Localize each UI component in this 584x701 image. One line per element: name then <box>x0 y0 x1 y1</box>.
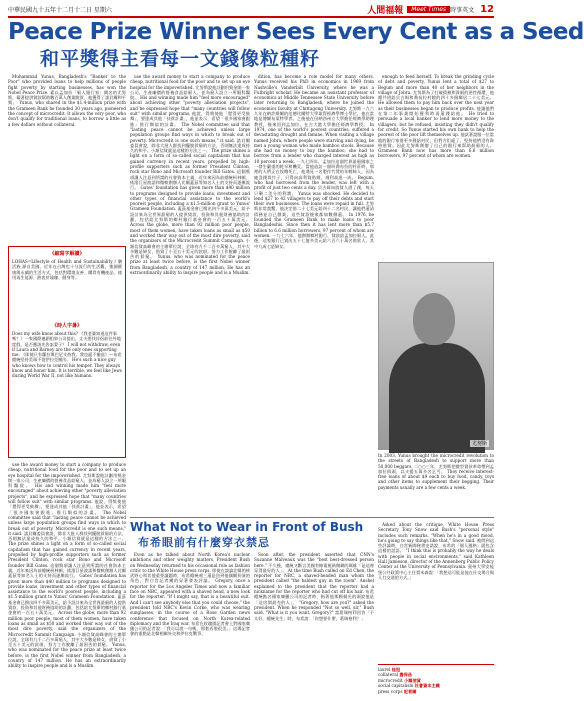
article2-subheadline: 布希眼前有什麼穿衣禁忌 <box>138 536 270 549</box>
vocabulary-list <box>378 664 494 698</box>
vocab-translation: 桂冠 <box>391 667 401 672</box>
vocab-term: social capitalism <box>378 683 414 689</box>
photo-figure-body <box>389 343 485 453</box>
article-column-4-continued <box>378 453 494 519</box>
sidebar-heading: 《縮寫字解讀》 <box>49 251 85 257</box>
vocab-term: microcredit <box>378 677 403 683</box>
column-text: Muhammad Yunus, Bangladesh's "Banker to the Poor" who provided loans to help millions of people fight poverty by starting businesses, has won the Nobel Peace Prize. 素以孟加拉「窮人銀行家」聞名的尤努斯，藉著提供貸款幫助數百萬人創業脫貧，他獲得了諾貝爾和平獎。 Yunus, who shared in the $1.4-million prize with the Grameen Bank he founded 30 years ago, pioneered the concept of microcredit. It allows the very poor, who don't qualify for traditional loans, to borrow a little as a few dollars without collateral. <box>8 74 126 127</box>
column-text: Soon after, the president asserted that CNN's Suzanne Malveaux was the "best best-dressed person here." 不久後，總統又斷言美國有線電視新聞網的瑪維「是這裡穿得最好的人」。 At the time Bush called on Ed Chen, the reporter for NBC, a shaved-headed man whom the president called "the baldest guy in the room". Anshel explained to the president that the reporter had a nickname for the reporter who had cut off his hair. 布希總統點名國家廣播公司的記者時，指著他那顆剃光的頭說他是「這房間最禿的人」。 "Gregory, how are you?" asked the president. When he responded "Not so well, sir," Bush said, "What is it you want, Gregory?" 當葛瑞格利回答「不太好，總統先生」時，布希說：「你想要什麼，葛瑞格利？」 <box>254 552 374 621</box>
portrait-photo <box>378 262 494 450</box>
newspaper-logo: 人間福報 <box>367 6 404 16</box>
page-header <box>8 3 494 16</box>
column-text: Asked about the critique, White House Press Secretary Tony Snow said Bush's "personal style" includes such remarks. "When he's in a good mood, he's going to say things like that," Snow said. 被問到這些評論時，白宮新聞秘書史諾說，布希的「個人風格」就包含這樣的話語。 "I think this is probably the way he deals with people in social environments," said Kathleen Hall Jamieson, director of the Annenberg Public Policy Center at the University of Pennsylvania. 賓州大學安能堡公共政策中心主任賈米森說：「我想這可能是他在社交場合與人打交道的方式。」 <box>378 522 494 580</box>
article-column-1 <box>8 74 126 244</box>
article-column-4 <box>378 74 494 259</box>
section-tag: Meet Times <box>407 6 450 13</box>
vocab-translation: 記者團 <box>403 688 417 694</box>
section-name: 時事英文 <box>450 7 475 14</box>
column-text: In 2003, Yunus brought the microcredit revolution to the streets of Bangladesh to support more than 50,000 beggars. 二○○三年，尤努斯把微型貸款革命帶到孟加拉街頭，以支援五萬多名乞丐。 They receive interest-free loans of about $9 each to buy food, candy, toys and other items to supplement their begging. Their payments usually are a few cents a week. <box>378 453 494 490</box>
vocab-term: laurel <box>378 667 391 672</box>
vocab-translation: 小額信貸 <box>404 677 421 683</box>
column-text: enough to feed herself. To break the grinding cycle of debt and poverty, Yunus lent a total of $27 to Begum and more than 40 of her neighbors in the village of Jobra. 尤努斯為了打破債務和貧窮的惡性循環，他總共借給貝古姆和喬布拉村她的四十多個鄰居二十七美元。 He allowed them to pay him back over the next year as their businesses began to produce profits. 他讓他們在第二年事業開始獲利時再還錢給他。 He tried to persuade a local banker to lend more money to the villagers, but he refused, insisting they didn't qualify for credit. So Yunus started his own bank to help the poorest of the poor lift themselves up. 他試著說服一位當地的銀行家借更多錢給村民，但對方拒絕了，堅持他們沒有資格借貸。因此尤努斯創辦了自己的銀行來幫助最窮的人。 Grameen Bank now has more than 6.6 million borrowers, 97 percent of whom are women. <box>378 74 494 159</box>
photo-caption: 尤努斯 <box>471 441 487 447</box>
article2-column-3 <box>378 522 494 662</box>
vocab-term: collateral <box>378 672 399 678</box>
article-column-2 <box>130 74 250 514</box>
article-divider <box>130 517 494 518</box>
sidebar-text: LOHAS=Lifestyle of Health and Sustainability / 樂活族 源自美國，近年在台灣也十分流行的生活觀，強調健康與永續的生活方式，包括對環境友善、購買有機產品、使用再生能源、熱衷於瑜珈、健身等。 <box>12 259 122 280</box>
sidebar-box <box>8 246 126 458</box>
article2-headline: What Not to Wear in Front of Bush <box>130 520 364 534</box>
article2-column-2 <box>254 552 374 697</box>
article2-column-1 <box>130 552 250 697</box>
header-rule <box>8 16 494 18</box>
vocab-translation: 社會資本主義 <box>414 683 440 689</box>
vocab-translation: 擔保品 <box>399 672 412 678</box>
column-text: use the award money to start a company to produce cheap, nutritional food for the poor and to set up an eye hospital for the impoverished. 尤努斯說他計劃用獎金開一家公司，生產廉價的營養食品給窮人，並為窮人設立一所眼科醫院。 His and winning made him "feel more encouraged" about achieving other "poverty alleviation projects", and he expressed hope that "many countries will follow suit" with similar programs. 他說，得獎使他「覺得更受鼓舞」，要達成其他「扶貧計畫」，他並表示，希望「很多國家會跟進」推行類似的計畫。 The Nobel committee said that "lasting peace cannot be achieved unless large population groups find ways in which to break out of poverty. Microcredit is one such means," it said. 諾貝爾委員會說，除非大批人群找到擺脫貧窮的方法，否則無法達成持久的和平。小額信貸就是這樣的方法之一。 The prize shines a light on a form of so-called social capitalism that has gained currency in recent years, propelled by high-profile supporters such as former President Clinton, rock star Bono and Microsoft founder Bill Gates. 這個獎項讓人注意到所謂的社會資本主義，近年來因為前總統柯林頓、搖滾巨星波諾和微軟創辦人比爾蓋茲等知名人士的支持而逐漸流行。 Gates' foundation has given more than $40 million to programs designed to provide loans, investment and other types of financial assistance to the world's poorest people, including a $1.5-million grant to Yunus' Grameen Foundation. 蓋茲基金會已撥出四千多萬美元，給予設計來為全世界最窮的人提供貸款、投資和其他財務協助的計劃，包括給尤努斯的鄉村銀行基金會的一百五十萬美元。 Across the globe, more than 92 million poor people, most of them women, have taken loans as small as $50 and worked their way out of the most dire poverty, said the organizers of the Microcredit Summit Campaign. 小額信貸高峰會的主辦單位說，全球有九千二百多萬窮人，其中大多數是婦女，借貸了小至五十美元的款項，努力工作脫離了最困苦的貧窮。 Yunus, who was nominated for the peace prize at least twice before, is the first Nobel winner from Bangladesh, a country of 147 million. He has an extraordinarily ability to inspire people and is a Muslim. <box>130 74 250 275</box>
issue-date: 中華民國九十五年十二月十二日 星期六 <box>8 7 112 14</box>
page-number: 12 <box>480 4 494 15</box>
column-text: use the award money to start a company to produce cheap, nutritional food for the poor and to set up an eye hospital for the impoverished. 尤努斯說他計劃用獎金開一家公司，生產廉價的營養食品給窮人，並為窮人設立一所眼科醫院。 His and winning made him "feel more encouraged" about achieving other "poverty alleviation projects", and he expressed hope that "many countries will follow suit" with similar programs. 他說，得獎使他「覺得更受鼓舞」，要達成其他「扶貧計畫」，他並表示，希望「很多國家會跟進」推行類似的計畫。 The Nobel committee said that "lasting peace cannot be achieved unless large population groups find ways in which to break out of poverty. Microcredit is one such means," it said. 諾貝爾委員會說，除非大批人群找到擺脫貧窮的方法，否則無法達成持久的和平。小額信貸就是這樣的方法之一。 The prize shines a light on a form of so-called social capitalism that has gained currency in recent years, propelled by high-profile supporters such as former President Clinton, rock star Bono and Microsoft founder Bill Gates. 這個獎項讓人注意到所謂的社會資本主義，近年來因為前總統柯林頓、搖滾巨星波諾和微軟創辦人比爾蓋茲等知名人士的支持而逐漸流行。 Gates' foundation has given more than $40 million to programs designed to provide loans, investment and other types of financial assistance to the world's poorest people, including a $1.5-million grant to Yunus' Grameen Foundation. 蓋茲基金會已撥出四千多萬美元，給予設計來為全世界最窮的人提供貸款、投資和其他財務協助的計劃，包括給尤努斯的鄉村銀行基金會的一百五十萬美元。 Across the globe, more than 92 million poor people, most of them women, have taken loans as small as $50 and worked their way out of the most dire poverty, said the organizers of the Microcredit Summit Campaign. 小額信貸高峰會的主辦單位說，全球有九千二百多萬窮人，其中大多數是婦女，借貸了小至五十美元的款項，努力工作脫離了最困苦的貧窮。 Yunus, who was nominated for the peace prize at least twice before, is the first Nobel winner from Bangladesh, a country of 147 million. He has an extraordinarily ability to inspire people and is a Muslim. <box>8 462 126 669</box>
article-subheadline: 和平獎得主看每一文錢像粒種籽 <box>40 48 321 70</box>
sidebar-text-2: Does my wife know about this? 《我老婆知道這件事嗎？》一家國際連鎖租車公司提出，丈夫要找伴侶前往外地度假，是否應該先告訴妻子？ I will not withdraw, even if Laura and Barney are the only ones supporting me. 《即使只有蘿拉與巴尼支持我，我也絕不撤退》—布希總統堅持美軍不從伊拉克撤出。 He's such a nice guy who knows how to control his temper. They always know and honor him. It is terrible, we feel like Jews during World War II, not like humans. <box>12 331 122 379</box>
photo-figure-head <box>413 293 455 345</box>
sidebar-heading-2: 《時人字暑》 <box>51 323 82 329</box>
vocab-term: press corps <box>378 688 403 694</box>
article-headline: Peace Prize Winner Sees Every Cent as a Seed <box>8 19 584 45</box>
sidebar-continued <box>8 462 126 697</box>
column-text: Even as he talked about North Korea's nuclear ambitions and other weighty matters, President Bush on Wednesday returned to his occasional role as fashion critic to the White House press corps. 即使在談論北韓的核武野心和其他重要議題時，布希總統週三還是回到他偶爾扮演的角色，對白宮記者團的穿著發表評論。 Gregory, once a reporter for the Los Angeles Times and now a familiar face on NBC, appeared with a shaved head, a new look for the reporter. "If I might say, that is a beautiful suit. And I can't see anybody else that you could choose," the president told NBC's Kevin Corke, who was wearing sunglasses, in the course of a Rose Garden news conference that focused on North Korea-related diplomacy and the Iraq war. 布希在玫瑰園記者會上對國家廣播公司的記者說：「我可以說一句嗎，那套西裝很美。」這場記者會的重點是北韓相關外交和伊拉克戰爭。 <box>130 552 250 637</box>
vocab-item <box>378 689 494 694</box>
article-column-3 <box>254 74 374 514</box>
column-text: dition, has become a role model for many others. Yunus received his PhD in economics in 1969 from Nashville's Vanderbilt University, where he was a Fulbright scholar. He became an assistant professor of economics at Middle Tennessee State University before later returning to Bangladesh, where he joined the economics faculty at Chittagong University. 尤努斯一九六九年在納許維爾的范德比爾特大學取得經濟學博士學位，他在當地是傅爾布萊特學者。之後他在田納西州立大學擔任經濟學助理教授，後來回到孟加拉，在吉大港大學擔任經濟學教授。 In 1974, one of the world's poorest countries, suffered a devastating drought and famine. When visiting a village named Jobra, where people were starving and dying, he met a young woman who made bamboo stools. Because she had no money to buy the bamboo, she had to borrow from a lender who charged interest as high as 10 percent a week. 一九七四年，孟加拉這個世界最窮國家之一發生嚴重的乾旱和饑荒。當他造訪一個叫喬布拉的村莊時，那裡的人們正在挨餓死亡，他遇見一名製作竹凳的年輕婦人，因為她沒錢買竹子，只得向高利貸借錢，週利高達一成。 Begum, who had borrowed from the lender, was left with a profit of just two cents a day. 貝古姆向放貸人借了錢，每天只剩二美分的利潤。 Yunus was shocked. He decided to lend $27 to 42 villagers to pay off their debts and start their own businesses. The loans were repaid in full. 尤努斯非常震驚，他決定借二十七美元給四十二名村民，讓他們還清債務並自己創業。這些貸款後來都如數償還。 In 1976, he founded the Grameen Bank to make loans to poor Bangladeshis. Since then it has lent more than $5.7 billion to 6.6 million borrowers, 97 percent of whom are women. 一九七六年，他創辦鄉村銀行，貸款給孟加拉窮人。此後，這家銀行已貸出五十七億多美元給六百六十萬名借款人，其中九成七是婦女。 <box>254 74 374 249</box>
